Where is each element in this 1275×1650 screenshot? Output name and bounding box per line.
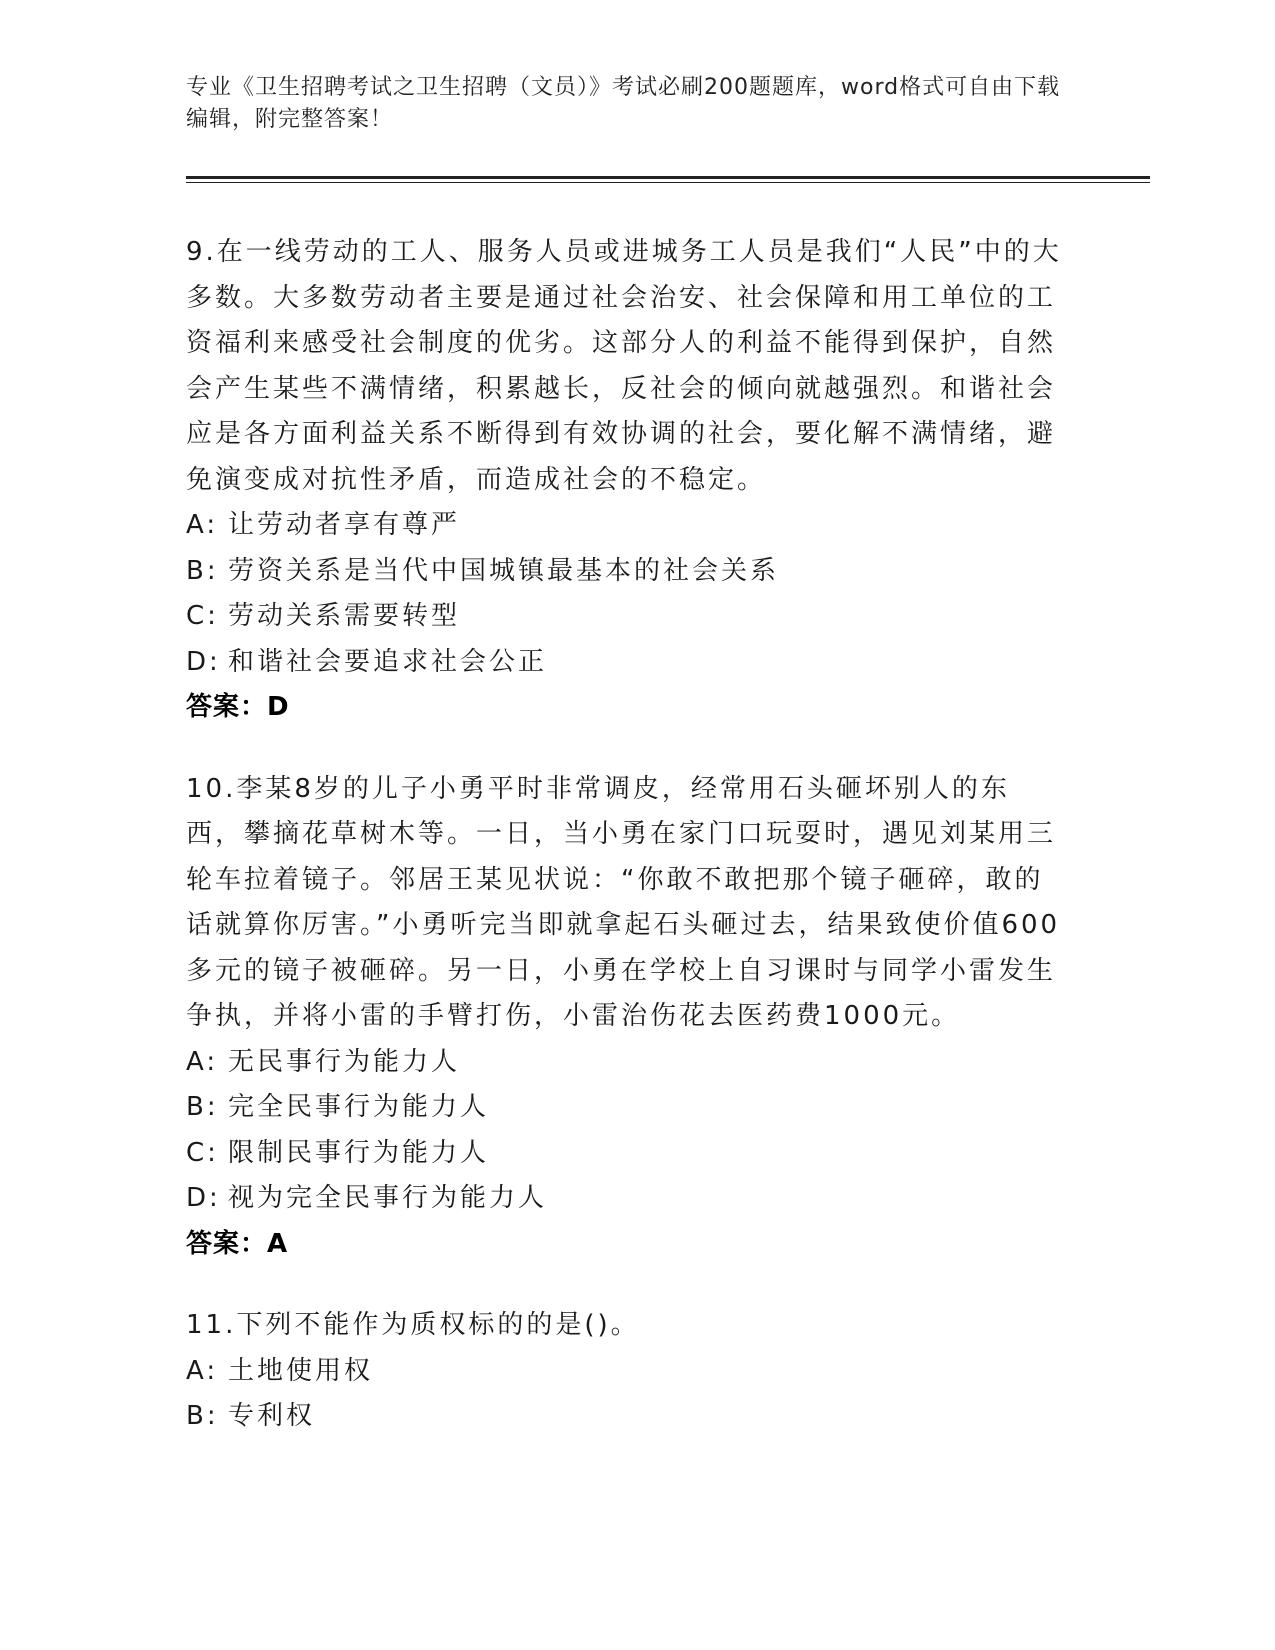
question-text: 10.李某8岁的儿子小勇平时非常调皮，经常用石头砸坏别人的东西，攀摘花草树木等。一日，当小勇在家门口玩耍时，遇见刘某用三轮车拉着镜子。邻居王某见状说：“你敢不敢把那个镜子砸碎，敢的话就算你厉害。”小勇听完当即就拿起石头砸过去，结果致使价值600多元的镜子被砸碎。另一日，小勇在学校上自习课时与同学小雷发生争执，并将小雷的手臂打伤，小雷治伤花去医药费1000元。 [186, 773, 1061, 1031]
question-text: 9.在一线劳动的工人、服务人员或进城务工人员是我们“人民”中的大多数。大多数劳动者主要是通过社会治安、社会保障和用工单位的工资福利来感受社会制度的优劣。这部分人的利益不能得到保护，自然会产生某些不满情绪，积累越长，反社会的倾向就越强烈。和谐社会应是各方面利益关系不断得到有效协调的社会，要化解不满情绪，避免演变成对抗性矛盾，而造成社会的不稳定。 [186, 237, 1062, 495]
option-text: 劳动关系需要转型 [228, 601, 461, 631]
option-letter: A: [186, 510, 219, 540]
option-letter: B: [186, 555, 219, 586]
option-letter: C: [186, 1137, 219, 1168]
option-text: 劳资关系是当代中国城镇最基本的社会关系 [228, 555, 780, 586]
option-letter: A: [186, 1355, 219, 1386]
question-11 [186, 1303, 1066, 1440]
option-letter: D: [186, 646, 221, 677]
option-text: 完全民事行为能力人 [228, 1092, 490, 1122]
question-10 [186, 767, 1066, 1268]
option-letter: B: [186, 1401, 219, 1431]
option-c [186, 1131, 1066, 1177]
option-a [186, 1040, 1066, 1086]
option-letter: D: [186, 1183, 221, 1213]
option-a [186, 1349, 1066, 1395]
option-b [186, 1394, 1066, 1440]
option-letter: A: [186, 1046, 219, 1077]
option-text: 视为完全民事行为能力人 [228, 1183, 548, 1213]
question-list [186, 230, 1066, 1476]
option-letter: B: [186, 1092, 219, 1122]
option-b [186, 1085, 1066, 1131]
option-b [186, 549, 1066, 595]
option-d [186, 640, 1066, 686]
option-text: 限制民事行为能力人 [228, 1137, 490, 1168]
answer-line: 答案：D [186, 692, 290, 722]
question-text: 11.下列不能作为质权标的的是()。 [186, 1310, 640, 1340]
option-a [186, 503, 1066, 549]
option-d [186, 1176, 1066, 1222]
option-text: 让劳动者享有尊严 [228, 510, 461, 540]
header-divider-thin [186, 182, 1150, 183]
option-letter: C: [186, 601, 219, 631]
option-text: 和谐社会要追求社会公正 [228, 646, 548, 677]
question-9 [186, 230, 1066, 731]
option-text: 专利权 [228, 1401, 316, 1431]
header-divider-thick [186, 176, 1150, 179]
answer-line: 答案：A [186, 1228, 289, 1259]
option-text: 无民事行为能力人 [228, 1046, 461, 1077]
option-text: 土地使用权 [228, 1355, 374, 1386]
document-header: 专业《卫生招聘考试之卫生招聘（文员）》考试必刷200题题库，word格式可自由下载编辑，附完整答案！ [186, 75, 1061, 132]
option-c [186, 594, 1066, 640]
